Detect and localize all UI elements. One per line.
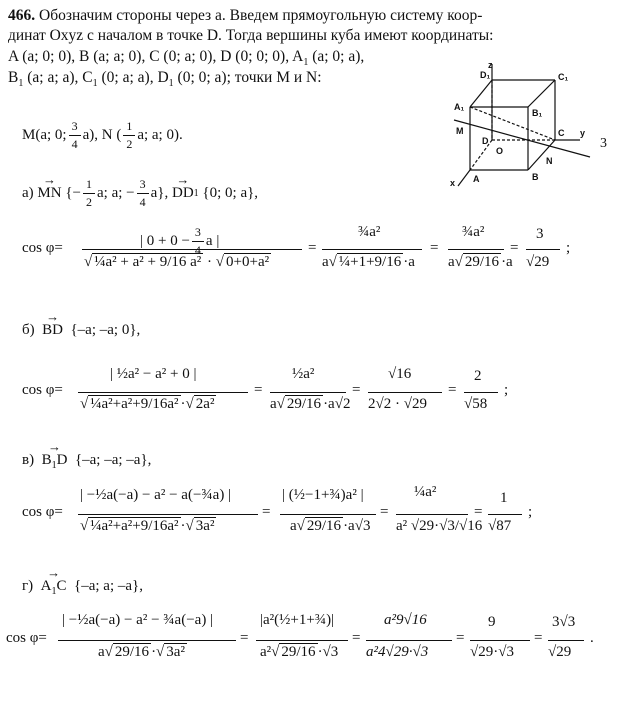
c-mid2-den: a² √29·√3/√16 [396, 518, 483, 534]
frac-line-c2 [280, 514, 376, 515]
label-d1: D₁ [480, 70, 491, 80]
problem-line-4 [8, 68, 322, 94]
c-mid-num: | (½−1+¾)a² | [282, 487, 364, 503]
eq-c2: = [380, 504, 389, 520]
coords-c1-val: (0; a; a), D [101, 69, 169, 86]
sub-a1: 1 [303, 57, 309, 69]
semicolon-c: ; [528, 504, 533, 520]
edge-b1c1 [528, 80, 555, 107]
frac-line-c4 [488, 514, 522, 515]
n-num: 1 [123, 118, 135, 136]
frac-line-d4 [470, 640, 530, 641]
eq-2: = [430, 240, 439, 256]
vec-b1d: → $B_1D$ [42, 452, 68, 471]
c-result-den: √87 [488, 518, 512, 534]
frac-line-b4 [464, 392, 498, 393]
b-result-den: √58 [464, 396, 488, 412]
sub-b1: 1 [18, 78, 24, 90]
n-frac [123, 118, 135, 153]
eq-c3: = [474, 504, 483, 520]
frac-line-c1 [78, 514, 258, 515]
a-result-den: √29 [526, 254, 550, 270]
part-a-header: а) → MN {− $\frac{1}{2}$ a; a; − $\frac{3}{4}$ a}, → DD 1 {0; 0; a}, [22, 176, 258, 211]
label-c1: C₁ [558, 72, 569, 82]
problem-text-1: Обозначим стороны через a. Введем прямоугольную систему коор- [39, 7, 483, 24]
trailing-3: 3 [600, 136, 607, 151]
frac-line-b1 [78, 392, 248, 393]
vec-dd1: → DD [172, 185, 194, 202]
semicolon-b: ; [504, 382, 509, 398]
a-mid-num: ¾a² [358, 224, 381, 240]
d-result-num: 3√3 [552, 614, 576, 630]
a-result-num: 3 [536, 226, 544, 242]
eq-1: = [308, 240, 317, 256]
a-mid2-den: a√ 29/16 ·a [448, 254, 513, 270]
label-n: N [546, 156, 553, 166]
label-o: O [496, 146, 504, 156]
part-c-label: в) [22, 452, 35, 468]
coords-text-a: A (a; 0; 0), B (a; a; 0), C (0; a; 0), D (0; 0; 0), A [8, 48, 304, 65]
n-tail: a; a; 0). [137, 127, 183, 143]
label-x: x [450, 178, 456, 188]
part-a-cos: cos φ= [22, 240, 63, 256]
b-numer: | ½a² − a² + 0 | [110, 366, 197, 382]
b-result-num: 2 [474, 368, 482, 384]
label-a: A [473, 174, 480, 184]
label-y: y [580, 128, 586, 138]
c-mid2-num: ¼a² [414, 484, 437, 500]
label-b1: B₁ [532, 108, 543, 118]
points-mn [22, 118, 183, 153]
part-d-label: г) [22, 578, 34, 594]
sub-c1: 1 [92, 78, 98, 90]
d-mid-num: |a²(½+1+¾)| [260, 612, 335, 628]
bd-coords: {–a; –a; 0}, [70, 322, 141, 338]
frac-line-a1 [82, 249, 302, 250]
a-mid-den: a√ ¼+1+9/16 ·a [322, 254, 415, 270]
cube-figure [440, 62, 612, 190]
eq-b3: = [448, 382, 457, 398]
label-d: D [482, 136, 489, 146]
d-mid2-num: a²9√16 [384, 612, 427, 628]
frac-line-a4 [526, 249, 560, 250]
d-mid-den: a²√ 29/16 ·√3 [260, 644, 339, 660]
problem-line-1 [8, 6, 482, 26]
eq-d3: = [456, 630, 465, 646]
mn-coords-start: {− [65, 185, 81, 201]
a1c-coords: {–a; a; –a}, [74, 578, 143, 594]
m-frac [69, 118, 81, 153]
eq-d2: = [352, 630, 361, 646]
c-numer: | −½a(−a) − a² − a(−¾a) | [80, 487, 232, 503]
problem-number: 466. [8, 7, 36, 24]
coords-b1: B [8, 69, 19, 86]
part-c-header [22, 452, 151, 471]
frac-line-d1 [58, 640, 236, 641]
m-tail: a), N ( [82, 127, 122, 143]
part-d-cos: cos φ= [6, 630, 47, 646]
coords-b1-val: (a; a; a), C [27, 69, 93, 86]
line-mn [454, 120, 590, 157]
label-a1: A₁ [454, 102, 465, 112]
n-den: 2 [126, 137, 133, 151]
part-b-header [22, 322, 140, 339]
part-b-cos: cos φ= [22, 382, 63, 398]
axis-x [458, 170, 470, 186]
part-a-denominator: √ ¼a² + a² + 9/16 a² · √ 0+0+a² [84, 254, 270, 270]
m-den: 4 [71, 137, 78, 151]
b-mid2-den: 2√2 · √29 [368, 396, 427, 412]
edge-da [470, 140, 492, 170]
frac-line-a3 [448, 249, 504, 250]
semicolon-a: ; [566, 240, 571, 256]
part-a-numerator: | 0 + 0 − $\frac{3}{4}$ a | [140, 225, 220, 257]
b1d-coords: {–a; –a; –a}, [74, 452, 152, 468]
period-d: . [590, 630, 594, 646]
part-a-label: а) [22, 185, 34, 201]
label-m: M [456, 126, 464, 136]
a-mid2-num: ¾a² [462, 224, 485, 240]
d-numer: | −½a(−a) − a² − ¾a(−a) | [62, 612, 214, 628]
frac-line-c3 [396, 514, 468, 515]
problem-line-2: динат Oxyz с началом в точке D. Тогда вершины куба имеют координаты: [8, 27, 494, 44]
frac-line-d2 [256, 640, 348, 641]
d-mid3-den: √29·√3 [470, 644, 514, 660]
edge-a1d1 [470, 80, 492, 107]
frac-line-d5 [548, 640, 584, 641]
vec-mn: → MN [37, 185, 61, 202]
vec-bd: → BD [42, 322, 63, 339]
frac-line-d3 [366, 640, 452, 641]
eq-b1: = [254, 382, 263, 398]
coords-text-a1: (a; 0; a), [312, 48, 365, 65]
c-mid-den: a√ 29/16 ·a√3 [290, 518, 371, 534]
b-mid-num: ½a² [292, 366, 315, 382]
a-numer-text: | 0 + 0 − [140, 233, 190, 249]
part-d-header [22, 578, 143, 597]
m-label: M(a; 0; [22, 127, 67, 143]
label-z: z [488, 62, 493, 70]
d-denom: a√ 29/16 ·√ 3a² [98, 644, 185, 660]
b-mid2-num: √16 [388, 366, 412, 382]
sub-d1: 1 [168, 78, 174, 90]
label-c: C [558, 128, 565, 138]
b-denom: √ ¼a²+a²+9/16a² ·√ 2a² [80, 396, 215, 412]
eq-3: = [510, 240, 519, 256]
eq-d1: = [240, 630, 249, 646]
mn-frac-2: $\frac{3}{4}$ [137, 176, 149, 211]
part-b-label: б) [22, 322, 35, 338]
coords-d1-val: (0; 0; a); точки M и N: [177, 69, 322, 86]
eq-c1: = [262, 504, 271, 520]
m-num: 3 [69, 118, 81, 136]
b-mid-den: a√ 29/16 ·a√2 [270, 396, 351, 412]
part-c-cos: cos φ= [22, 504, 63, 520]
c-result-num: 1 [500, 490, 508, 506]
frac-line-b2 [270, 392, 346, 393]
d-mid3-num: 9 [488, 614, 496, 630]
eq-b2: = [352, 382, 361, 398]
frac-line-b3 [368, 392, 442, 393]
eq-d4: = [534, 630, 543, 646]
d-mid2-den: a²4√29·√3 [366, 644, 429, 660]
vec-a1c: → $A_1C$ [41, 578, 67, 597]
frac-line-a2 [322, 249, 422, 250]
dd1-coords: {0; 0; a}, [202, 185, 259, 201]
label-b: B [532, 172, 539, 182]
c-denom: √ ¼a²+a²+9/16a² ·√ 3a² [80, 518, 215, 534]
d-result-den: √29 [548, 644, 572, 660]
mn-frac-1: $\frac{1}{2}$ [83, 176, 95, 211]
